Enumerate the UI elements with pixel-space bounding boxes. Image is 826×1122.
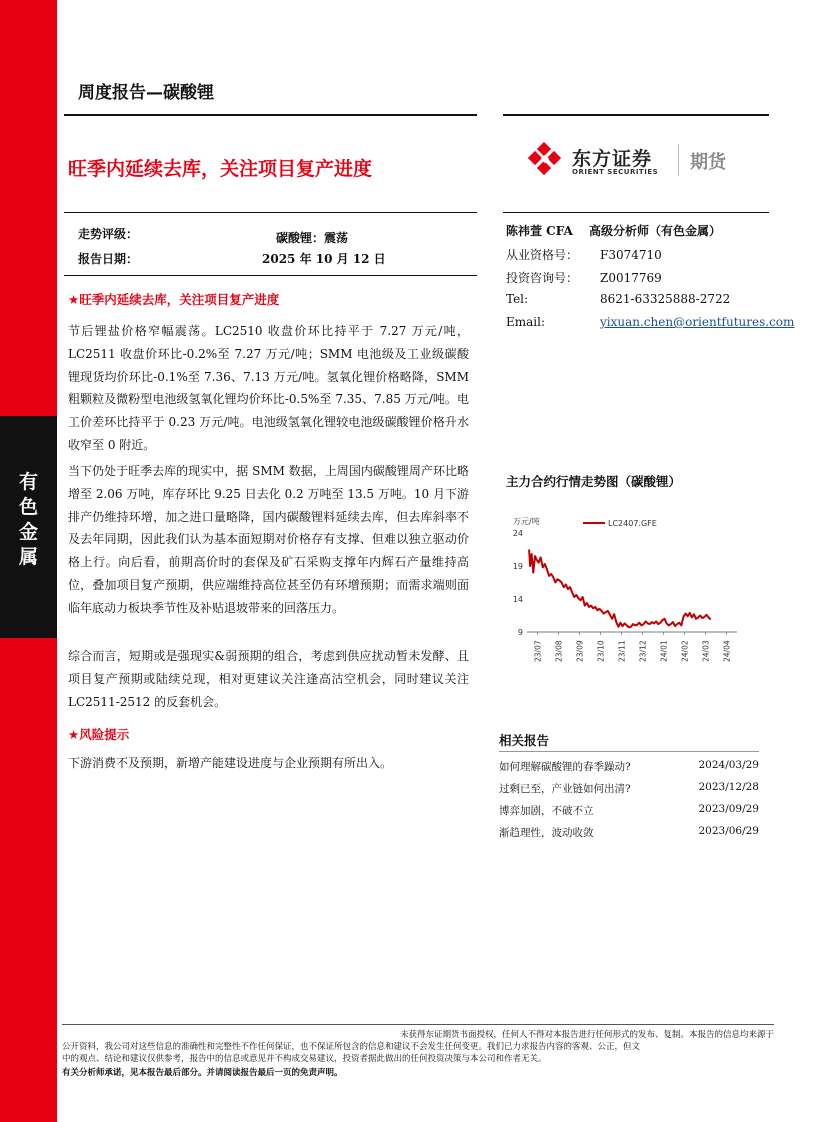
footer-divider [62,1024,774,1025]
x-tick-label: 24/03 [701,640,711,662]
sidebar-char: 色 [18,496,38,518]
logo-brand-cn: 东方证券 [572,148,653,170]
header-divider-left [64,114,477,116]
meta-divider-right [503,212,769,213]
analyst-row-value: 8621-63325888-2722 [600,292,731,306]
x-tick-label: 24/02 [680,640,690,662]
logo-division: 期货 [690,152,726,173]
risk-text: 下游消费不及预期，新增产能建设进度与企业预期有所出入。 [68,756,393,770]
report-date-value: 2025 年 10 月 12 日 [262,252,386,266]
y-tick-label: 14 [512,595,523,604]
related-report-item[interactable] [499,803,759,823]
analyst-email-link[interactable]: yixuan.chen@orientfutures.com [600,315,795,329]
related-report-item[interactable] [499,825,759,845]
sidebar-char: 金 [18,521,38,543]
analyst-row-label: 投资咨询号： [506,271,579,285]
related-report-title[interactable]: 如何理解碳酸锂的春季躁动? [499,761,631,773]
related-report-date: 2023/09/29 [698,803,759,815]
analyst-row-license [506,246,662,263]
analyst-row-label: Tel: [506,292,529,306]
meta-divider-bottom [64,275,477,276]
sidebar-category-label [0,470,57,570]
sidebar-char: 有 [18,471,38,493]
related-report-title[interactable]: 过剩已至，产业链如何出清? [499,783,631,795]
analyst-row-tel [506,292,730,306]
related-report-date: 2023/12/28 [698,781,759,793]
analyst-commitment-note: 有关分析师承诺，见本报告最后部分。并请阅读报告最后一页的免责声明。 [62,1068,343,1078]
analyst-row-email [506,315,794,329]
related-report-date: 2024/03/29 [698,759,759,771]
x-tick-label: 24/04 [722,640,732,662]
sidebar-char: 属 [18,546,38,568]
related-divider [499,751,759,752]
disclaimer-line: 公开资料，我公司对这些信息的准确性和完整性不作任何保证，也不保证所包含的信息和建议不会发生任何变更。我们已力求报告内容的客观、公正，但文 [62,1042,641,1052]
analyst-row-label: 从业资格号： [506,248,579,262]
analyst-row-value: Z0017769 [600,271,662,285]
x-tick-label: 23/08 [554,640,564,662]
x-tick-label: 23/09 [575,640,585,662]
summary-heading: ★旺季内延续去库，关注项目复产进度 [68,292,280,307]
page-title: 旺季内延续去库，关注项目复产进度 [68,158,373,180]
meta-divider-left [64,212,477,213]
related-report-title[interactable]: 渐趋理性，波动收敛 [499,827,594,839]
rating-label: 走势评级： [78,227,139,241]
disclaimer-line: 中的观点、结论和建议仅供参考，报告中的信息或意见并不构成交易建议，投资者据此做出的任何投资决策与本公司和作者无关。 [62,1054,547,1064]
related-report-item[interactable] [499,781,759,801]
related-report-item[interactable] [499,759,759,779]
analyst-row-consult [506,269,662,286]
report-type: 周度报告—碳酸锂 [78,83,214,103]
price-chart [505,505,745,680]
related-reports-title: 相关报告 [499,733,550,748]
x-tick-label: 23/11 [617,640,627,662]
related-report-title[interactable]: 博弈加剧，不破不立 [499,805,594,817]
x-tick-label: 23/07 [533,640,543,662]
analyst-row-value: F3074710 [600,248,662,262]
y-tick-label: 19 [512,562,523,571]
y-tick-label: 24 [512,529,523,538]
logo-divider [678,144,679,176]
header-divider-right [503,114,769,116]
x-tick-label: 23/10 [596,640,606,662]
series-line [529,550,711,628]
disclaimer-line: 未获得东证期货书面授权，任何人不得对本报告进行任何形式的发布、复制。本报告的信息均来源于 [399,1030,774,1040]
x-tick-label: 23/12 [638,640,648,662]
report-date-label: 报告日期： [78,252,139,266]
company-logo [528,142,748,178]
analyst-row-label: Email: [506,315,546,329]
body-paragraph-2: 当下仍处于旺季去库的现实中，据 SMM 数据，上周国内碳酸锂周产环比略增至 2.06 万吨，库存环比 9.25 日去化 0.2 万吨至 13.5 万吨。10 月下游排产仍维持环增，加之进口量略降，国内碳酸锂料延续去库，但去库斜率不及去年同期，因此我们认为基本面短期对价格存有支撑、但难以独立驱动价格上行。向后看，前期高价时的套保及矿石采购支撑年内辉石产量维持高位，叠加项目复产预期，供应端维持高位甚至仍有环增预期；而需求端则面临年底动力板块季节性及补贴退坡带来的回落压力。 [68,464,469,615]
logo-brand-en: ORIENT SECURITIES [572,168,659,176]
related-report-date: 2023/06/29 [698,825,759,837]
y-tick-label: 9 [517,628,523,637]
x-tick-label: 24/01 [659,640,669,662]
legend-label: LC2407.GFE [608,519,657,528]
analyst-name: 陈祎萱 CFA 高级分析师（有色金属） [506,224,722,238]
body-paragraph-1: 节后锂盐价格窄幅震荡。LC2510 收盘价环比持平于 7.27 万元/吨，LC2511 收盘价环比-0.2%至 7.27 万元/吨；SMM 电池级及工业级碳酸锂现货均价环比-0.1%至 7.36、7.13 万元/吨。氢氧化锂价格略降，SMM 粗颗粒及微粉型电池级氢氧化锂均价环比-0.5%至 7.35、7.85 万元/吨。电工价差环比持平于 0.23 万元/吨。电池级氢氧化锂较电池级碳酸锂价格升水收窄至 0 附近。 [68,324,469,452]
y-axis-unit: 万元/吨 [513,517,540,526]
chart-title: 主力合约行情走势图（碳酸锂） [506,474,682,489]
rating-value: 碳酸锂：震荡 [276,231,349,245]
body-paragraph-3: 综合而言，短期或是强现实&弱预期的组合，考虑到供应扰动暂未发酵、且项目复产预期或陆续兑现，相对更建议关注逢高沽空机会，同时建议关注 LC2511-2512 的反套机会。 [68,649,469,709]
risk-heading: ★风险提示 [68,727,130,742]
